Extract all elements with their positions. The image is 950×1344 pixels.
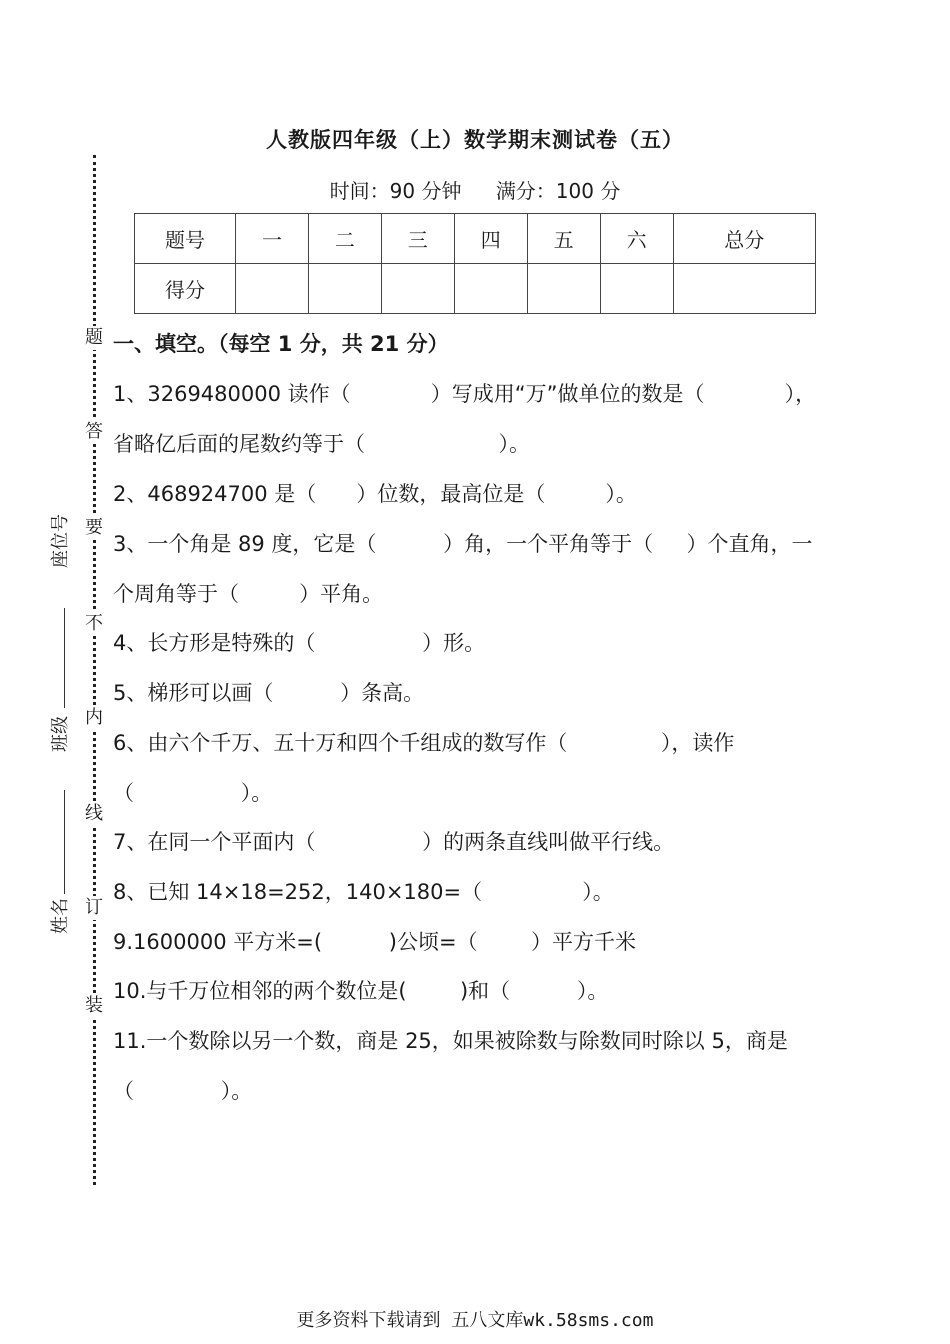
score-cell[interactable] [308, 264, 381, 314]
binding-char: 题 [82, 326, 106, 350]
score-header-cell: 总分 [673, 214, 815, 264]
score-header-cell: 一 [236, 214, 309, 264]
binding-char: 内 [82, 706, 106, 730]
class-label: 班级 [50, 716, 71, 752]
score-cell[interactable] [236, 264, 309, 314]
score-header-cell: 六 [600, 214, 673, 264]
name-label: 姓名 [50, 898, 71, 934]
question-line: 个周角等于（ ）平角。 [113, 582, 384, 606]
question-line: 1、3269480000 读作（ ）写成用“万”做单位的数是（ ）， [113, 382, 817, 406]
question-line: 7、在同一个平面内（ ）的两条直线叫做平行线。 [113, 830, 675, 854]
question-line: 10.与千万位相邻的两个数位是( )和（ ）。 [113, 979, 609, 1003]
score-header-cell: 题号 [135, 214, 236, 264]
binding-char: 线 [82, 802, 106, 826]
score-header-cell: 三 [381, 214, 454, 264]
question-line: 5、梯形可以画（ ）条高。 [113, 681, 425, 705]
binding-char: 答 [82, 420, 106, 444]
seat-number-label: 座位号 [50, 514, 71, 568]
score-header-cell: 四 [454, 214, 527, 264]
score-table-score-row [135, 264, 816, 314]
question-line: 9.1600000 平方米=( )公顷=（ ）平方千米 [113, 930, 636, 954]
question-line: 4、长方形是特殊的（ ）形。 [113, 631, 486, 655]
time-limit: 时间：90 分钟 [329, 179, 462, 203]
binding-char: 装 [82, 994, 106, 1018]
score-cell[interactable] [454, 264, 527, 314]
binding-char: 订 [82, 896, 106, 920]
score-header-cell: 二 [308, 214, 381, 264]
question-line: 11.一个数除以另一个数，商是 25，如果被除数与除数同时除以 5，商是 [113, 1029, 788, 1053]
exam-info [0, 175, 950, 204]
binding-dotted-line [93, 155, 96, 1185]
score-header-cell: 五 [527, 214, 600, 264]
page-title: 人教版四年级（上）数学期末测试卷（五） [266, 128, 684, 152]
question-line: 8、已知 14×18=252，140×180=（ ）。 [113, 880, 614, 904]
question-line: 3、一个角是 89 度，它是（ ）角，一个平角等于（ ）个直角，一 [113, 532, 813, 556]
score-cell[interactable] [600, 264, 673, 314]
full-score: 满分：100 分 [495, 179, 621, 203]
class-underline[interactable] [64, 608, 65, 708]
question-line: 6、由六个千万、五十万和四个千组成的数写作（ ），读作 [113, 731, 735, 755]
score-cell[interactable] [527, 264, 600, 314]
score-table [134, 213, 816, 314]
question-line: 省略亿后面的尾数约等于（ ）。 [113, 432, 531, 456]
score-table-header-row [135, 214, 816, 264]
binding-char: 要 [82, 516, 106, 540]
score-cell[interactable] [381, 264, 454, 314]
question-line: （ ）。 [113, 781, 273, 805]
question-line: （ ）。 [113, 1079, 253, 1103]
section-heading: 一、填空。（每空 1 分，共 21 分） [113, 332, 449, 356]
name-underline[interactable] [64, 790, 65, 894]
footer-watermark: 更多资料下载请到 五八文库wk.58sms.com [296, 1310, 654, 1331]
score-cell[interactable] [673, 264, 815, 314]
binding-char: 不 [82, 612, 106, 636]
question-line: 2、468924700 是（ ）位数，最高位是（ ）。 [113, 482, 637, 506]
score-row-label: 得分 [135, 264, 236, 314]
